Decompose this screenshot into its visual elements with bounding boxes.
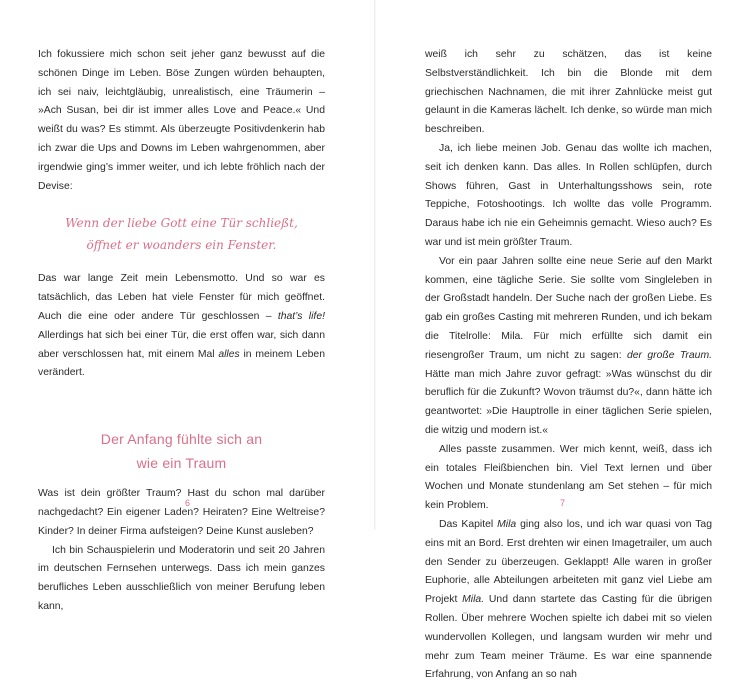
- text-run: Vor ein paar Jahren sollte eine neue Serie auf den Markt kommen, eine tägliche Serie. Sie sollte vom Singleleben in der Großstadt handeln. Der Suche nach der großen Liebe. Es gab ein großes Casting mit mehreren Runden, und ich bekam die Titelrolle: Mila. Für mich erfüllte sich damit ein riesengroßer Traum, um nicht zu sagen:: [425, 255, 712, 361]
- emphasis-text: alles: [218, 348, 240, 360]
- left-page: [0, 0, 375, 612]
- left-paragraph-4: Ich bin Schauspielerin und Moderatorin und seit 20 Jahren im deutschen Fernsehen unterwegs. Dass ich mein ganzes berufliches Leben ausschließlich von meiner Berufung leben kann,: [38, 544, 325, 612]
- emphasis-text: der große Traum.: [626, 349, 712, 361]
- right-paragraph-3: [425, 253, 712, 441]
- pull-quote-line-2: öffnet er woanders ein Fenster.: [86, 238, 277, 253]
- text-run: Das Kapitel: [439, 518, 498, 530]
- text-run: Das war lange Zeit mein Lebensmotto. Und so war es tatsächlich, das Leben hat viele Fenster für mich geöffnet. Auch die eine oder andere Tür geschlossen –: [38, 273, 325, 322]
- right-page: [375, 0, 750, 681]
- emphasis-text: Mila: [497, 518, 517, 530]
- section-heading: [38, 427, 325, 475]
- emphasis-text: that’s life!: [277, 310, 325, 322]
- page-number-right: 7: [559, 498, 565, 508]
- right-paragraph-5: [425, 516, 712, 685]
- pull-quote: [38, 212, 325, 256]
- pull-quote-line-1: Wenn der liebe Gott eine Tür schließt,: [65, 216, 298, 231]
- right-paragraph-4: Alles passte zusammen. Wer mich kennt, weiß, dass ich ein totales Fleißbienchen bin. Viel Text lernen und über Wochen und Monate stundenlang am Set stehen – für mich kein Problem.: [425, 443, 712, 512]
- text-run: ging also los, und ich war quasi von Tag eins mit an Bord. Erst drehten wir einen Imagetrailer, um auch den Sender zu überzeugen. Geklappt! Alle waren in großer Euphorie, alle Abteilungen arbeiteten mit ganz viel Liebe am Projekt: [425, 518, 712, 606]
- text-run: Allerdings hat sich bei einer Tür, die erst offen war, sich dann aber verschlossen hat, mit einem Mal: [38, 329, 325, 360]
- emphasis-text: Mila.: [462, 594, 485, 606]
- section-heading-line-1: Der Anfang fühlte sich an: [100, 431, 263, 448]
- left-paragraph-1: Ich fokussiere mich schon seit jeher ganz bewusst auf die schönen Dinge im Leben. Böse Zungen würden behaupten, ich sei naiv, leichtgläubig, unrealistisch, eine Träumerin – »Ach Susan, bei dir ist immer alles Love and Peace.« Und weißt du was? Es stimmt. Als überzeugte Positivdenkerin hab ich zwar die Ups and Downs im Leben wahrgenommen, aber irgendwie ging’s immer weiter, und ich lebte fröhlich nach der Devise:: [38, 49, 325, 192]
- left-paragraph-3: Was ist dein größter Traum? Hast du schon mal darüber nachgedacht? Ein eigener Laden? Heiraten? Eine Weltreise? Kinder? In deiner Firma aufsteigen? Deine Kunst ausleben?: [38, 488, 325, 537]
- left-paragraph-2: [38, 270, 325, 383]
- page-number-left: 6: [184, 498, 190, 508]
- right-paragraph-1: weiß ich sehr zu schätzen, das ist keine Selbstverständlichkeit. Ich bin die Blonde mit dem griechischen Nachnamen, die mit ihrer Zahnlücke meist gut gelaunt in die Kameras lächelt. Ich denke, so würde man mich beschreiben.: [425, 49, 712, 136]
- section-heading-line-2: wie ein Traum: [136, 455, 227, 472]
- text-run: Hätte man mich Jahre zuvor gefragt: »Was wünschst du dir beruflich für die Zukunft? Wovon träumst du?«, dann hätte ich geantwortet: »Die Hauptrolle in einer täglichen Serie spielen, die witzig und modern ist.«: [425, 368, 712, 436]
- text-run: Und dann startete das Casting für die übrigen Rollen. Über mehrere Wochen spielte ich dabei mit so vielen wundervollen Kollegen, und langsam wurden wir mehr und mehr zum Team meiner Träume. Es war eine spannende Erfahrung, von Anfang an so nah: [425, 594, 713, 681]
- text-run: in meinem Leben verändert.: [38, 348, 325, 379]
- right-paragraph-2: Ja, ich liebe meinen Job. Genau das wollte ich machen, seit ich denken kann. Das alles. In Rollen schlüpfen, durch Shows führen, Gast in Unterhaltungsshows sein, rote Teppiche, Fotoshootings. Ich wollte das volle Programm. Daraus habe ich nie ein Geheimnis gemacht. Wieso auch? Es war und ist mein größter Traum.: [425, 142, 712, 248]
